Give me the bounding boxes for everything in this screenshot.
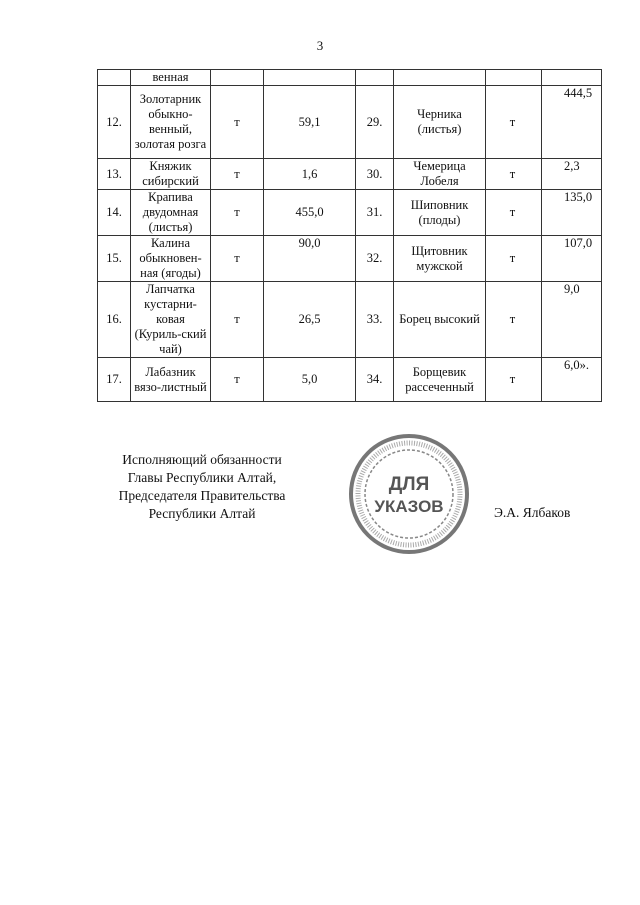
quantity-right: 6,0». — [542, 358, 602, 402]
plant-name-left: Калина обыкновен-ная (ягоды) — [131, 236, 211, 282]
plant-name-right: Шиповник (плоды) — [394, 190, 486, 236]
plant-name-right: Борщевик рассеченный — [394, 358, 486, 402]
unit-left: т — [211, 282, 264, 358]
unit-left: т — [211, 236, 264, 282]
row-number-right — [356, 70, 394, 86]
unit-left: т — [211, 190, 264, 236]
row-number-left: 17. — [98, 358, 131, 402]
quantity-right: 2,3 — [542, 159, 602, 190]
quantity-right: 444,5 — [542, 86, 602, 159]
quantity-right: 9,0 — [542, 282, 602, 358]
unit-left: т — [211, 159, 264, 190]
row-number-left: 14. — [98, 190, 131, 236]
stamp-text-2: УКАЗОВ — [374, 497, 444, 516]
unit-left — [211, 70, 264, 86]
table-row — [98, 282, 602, 358]
unit-right: т — [486, 190, 542, 236]
page-number: 3 — [316, 38, 324, 53]
quantity-right — [542, 70, 602, 86]
plant-name-right — [394, 70, 486, 86]
plant-name-right: Чемерица Лобеля — [394, 159, 486, 190]
row-number-left: 15. — [98, 236, 131, 282]
plant-name-left: Лапчатка кустарни-ковая (Куриль-ский чай) — [131, 282, 211, 358]
signatory-line-1: Исполняющий обязанности — [122, 452, 282, 467]
plant-name-right: Щитовник мужской — [394, 236, 486, 282]
unit-left: т — [211, 86, 264, 159]
unit-right — [486, 70, 542, 86]
signatory-name: Э.А. Ялбаков — [494, 505, 571, 520]
unit-right: т — [486, 358, 542, 402]
signatory-line-2: Главы Республики Алтай, — [127, 470, 277, 485]
table-row — [98, 190, 602, 236]
quantity-right: 107,0 — [542, 236, 602, 282]
unit-right: т — [486, 236, 542, 282]
signatory-line-4: Республики Алтай — [148, 506, 256, 521]
stamp-text-1: ДЛЯ — [388, 474, 430, 495]
stamp-seal — [347, 432, 471, 556]
row-number-right: 32. — [356, 236, 394, 282]
signatory-line-3: Председателя Правительства — [118, 488, 286, 503]
row-number-left — [98, 70, 131, 86]
row-number-left: 13. — [98, 159, 131, 190]
row-number-left: 12. — [98, 86, 131, 159]
row-number-left: 16. — [98, 282, 131, 358]
row-number-right: 34. — [356, 358, 394, 402]
quantity-left — [264, 70, 356, 86]
plants-table — [97, 69, 602, 402]
quantity-left: 455,0 — [264, 190, 356, 236]
signatory-title — [92, 451, 312, 523]
quantity-left: 26,5 — [264, 282, 356, 358]
quantity-left: 59,1 — [264, 86, 356, 159]
table-row — [98, 159, 602, 190]
quantity-right: 135,0 — [542, 190, 602, 236]
unit-left: т — [211, 358, 264, 402]
row-number-right: 33. — [356, 282, 394, 358]
table-row — [98, 86, 602, 159]
quantity-left: 5,0 — [264, 358, 356, 402]
plant-name-left: Золотарник обыкно-венный, золотая розга — [131, 86, 211, 159]
table-row — [98, 236, 602, 282]
row-number-right: 29. — [356, 86, 394, 159]
unit-right: т — [486, 282, 542, 358]
unit-right: т — [486, 86, 542, 159]
plant-name-left: Княжик сибирский — [131, 159, 211, 190]
plant-name-left: Крапива двудомная (листья) — [131, 190, 211, 236]
row-number-right: 31. — [356, 190, 394, 236]
table-row — [98, 70, 602, 86]
row-number-right: 30. — [356, 159, 394, 190]
table-row — [98, 358, 602, 402]
unit-right: т — [486, 159, 542, 190]
plant-name-left: Лабазник вязо-листный — [131, 358, 211, 402]
plant-name-left: венная — [131, 70, 211, 86]
quantity-left: 1,6 — [264, 159, 356, 190]
quantity-left: 90,0 — [264, 236, 356, 282]
plant-name-right: Борец высокий — [394, 282, 486, 358]
plant-name-right: Черника (листья) — [394, 86, 486, 159]
